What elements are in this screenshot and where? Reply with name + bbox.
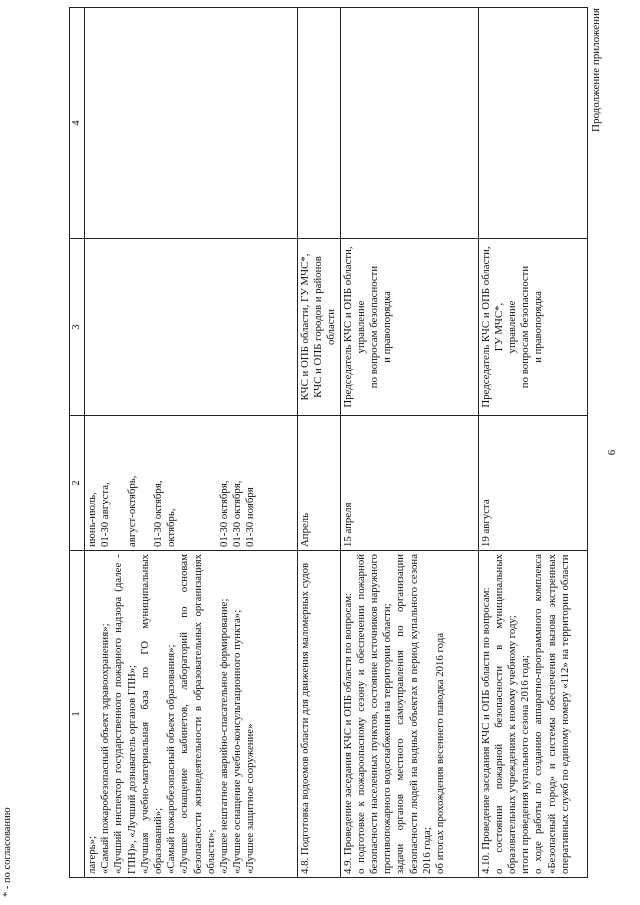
c1-text: о подготовке к пожароопасному сезону и обеспечении пожарной безопасности населенных пунктов, состояние источников наружного противопожарного водоснабжения на территории области; — [354, 554, 394, 874]
c2-text: 01-30 ноября — [244, 487, 257, 547]
header-cell-1: 1 — [70, 551, 85, 878]
c1-text: «Самый пожаробезопасный объект здравоохранения»; — [99, 623, 112, 874]
cell-c2 — [478, 416, 587, 551]
cell-c2 — [85, 416, 298, 551]
c2-text: 19 августа — [479, 499, 492, 547]
c2-text: 15 апреля — [341, 502, 354, 547]
cell-c1 — [340, 551, 478, 878]
c3-text: Председатель КЧС и ОПБ области, — [479, 246, 492, 408]
cell-c3 — [478, 239, 587, 416]
c1-text: «Самый пожаробезопасный объект образования»; — [165, 644, 178, 874]
footnote: * - по согласованию — [2, 807, 13, 897]
cell-c4 — [340, 8, 478, 239]
table-row — [298, 8, 341, 878]
header-cell-3: 3 — [70, 239, 85, 416]
c1-text: «Лучший инспектор государственного пожарного надзора (далее - ГПН)», «Лучший дознаватель органов ГПН»; — [112, 554, 138, 874]
c3-text: по вопросам безопасности — [519, 265, 532, 389]
c2-text — [112, 419, 125, 547]
c2-text: июнь-июль, — [86, 492, 98, 547]
c2-text: Апрель — [299, 512, 311, 547]
c3-text: и правопорядка — [532, 291, 545, 363]
cell-c1 — [85, 551, 298, 878]
c3-text: и правопорядка — [381, 291, 394, 363]
cell-c4 — [478, 8, 587, 239]
c2-text: 01-30 августа, — [99, 482, 112, 547]
continuation-label: Продолжение приложения — [590, 8, 602, 132]
cell-c3 — [298, 239, 341, 416]
c1-text: лагерь»; — [86, 836, 98, 874]
cell-c2 — [340, 416, 478, 551]
c3-text: КЧС и ОПБ области, ГУ МЧС*, — [299, 253, 311, 401]
c2-text — [178, 419, 191, 547]
c1-text: об итогах прохождения весеннего паводка 2016 года — [434, 632, 447, 874]
c3-text: управление — [506, 300, 519, 354]
c2-text: 01-30 октября, — [217, 480, 230, 547]
c1-text: «Лучшее нештатное аварийно-спасательное формирование; — [218, 598, 231, 874]
page-number: 6 — [606, 449, 618, 456]
cell-c4 — [85, 8, 298, 239]
c3-text: управление — [354, 300, 367, 354]
c3-text: КЧС и ОПБ городов и районов области — [312, 256, 338, 398]
c1-text: «Лучшее оснащение учебно-консультационного пункта»; — [231, 609, 244, 874]
cell-c2 — [298, 416, 341, 551]
c1-text: «Лучшее оснащение кабинетов, лабораторий по основам безопасности жизнедеятельности в образовательных организациях области»; — [178, 554, 217, 874]
c1-text: 4.10. Проведение заседания КЧС и ОПБ области по вопросам: — [479, 587, 492, 874]
c1-text: 4.8. Подготовка водоемов области для движения маломерных судов — [299, 562, 311, 874]
cell-c3 — [340, 239, 478, 416]
appendix-table — [69, 7, 588, 878]
cell-c1 — [478, 551, 587, 878]
c1-text: итоги проведения купального сезона 2016 года; — [519, 655, 532, 874]
c3-text: по вопросам безопасности — [368, 265, 381, 389]
c3-text: ГУ МЧС*, — [492, 302, 505, 352]
c1-text: «Лучшее защитное сооружение» — [244, 723, 257, 874]
header-cell-4: 4 — [70, 8, 85, 239]
c1-text: задачи органов местного самоуправления по организации безопасности людей на водных объектах в период купального сезона 2016 года; — [394, 554, 433, 874]
cell-c1 — [298, 551, 341, 878]
c2-text — [139, 419, 152, 547]
cell-c4 — [298, 8, 341, 239]
c2-text — [205, 419, 218, 547]
c2-text: октябрь, — [165, 508, 178, 547]
c2-text: 01-30 октября, — [231, 480, 244, 547]
c3-text: Председатель КЧС и ОПБ области, — [341, 246, 354, 408]
c1-text: о состоянии пожарной безопасности в муниципальных образовательных учреждениях к новому учебному году; — [492, 554, 519, 874]
table-row — [478, 8, 587, 878]
c2-text — [192, 419, 205, 547]
table-row — [85, 8, 298, 878]
c1-text: о ходе работы по созданию аппаратно-программного комплекса «Безопасный город» и системы обеспечения вызова экстренных оперативных служб по единому номеру «112» на территории области — [532, 554, 571, 874]
table-row — [340, 8, 478, 878]
header-cell-2: 2 — [70, 416, 85, 551]
table-header-row — [70, 8, 85, 878]
c2-text: август-октябрь, — [125, 475, 138, 547]
c1-text: 4.9. Проведение заседания КЧС и ОПБ области по вопросам: — [341, 592, 354, 874]
c1-text: «Лучшая учебно-материальная база по ГО муниципальных образований»; — [138, 554, 165, 874]
cell-c3 — [85, 239, 298, 416]
c2-text: 01-30 октября, — [151, 480, 164, 547]
